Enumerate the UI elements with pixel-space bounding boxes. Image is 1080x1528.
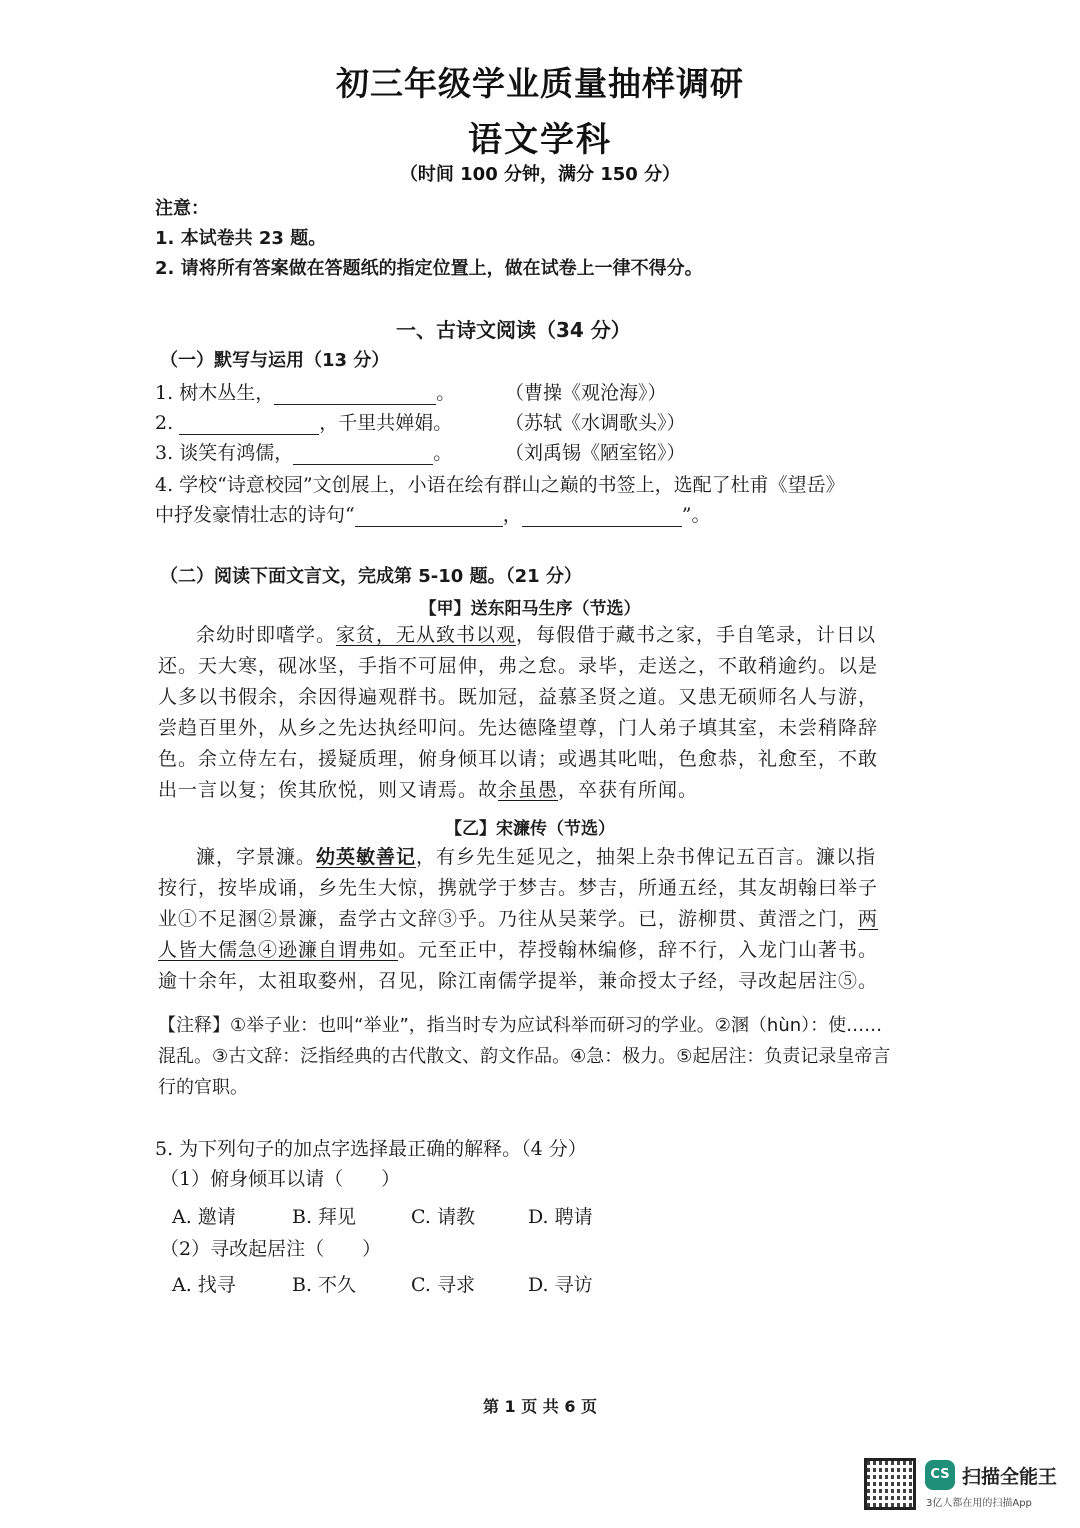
- part-1-title: （一）默写与运用（13 分）: [160, 350, 390, 371]
- yi-s3: ，有乡先生延见之，抽架上杂书俾记五百言。濂以指按行，按毕成诵，乡先生大惊，携就学于梦吉。梦吉，所通五经，其友胡翰曰举子业①不足溷②景濂，盍学古文辞③乎。乃往从吴莱学。已，游柳贯、黄溍之门，: [158, 846, 879, 930]
- yi-s5: 。元至正中，荐授翰林编修，辞不行，入龙门山著书。逾十余年，太祖取婺州，召见，除江南儒学提举，兼命授太子经，寻改起居注⑤。: [158, 939, 879, 992]
- question-2-source: （苏轼《水调歌头》）: [505, 412, 686, 434]
- q5-1-option-d[interactable]: D. 聘请: [528, 1206, 593, 1228]
- question-4-end: ”。: [681, 504, 711, 526]
- yi-s1: 濂，字景濂。: [196, 846, 317, 868]
- subject-title: 语文学科: [468, 120, 612, 160]
- notice-item-2: 2. 请将所有答案做在答题纸的指定位置上，做在试卷上一律不得分。: [155, 258, 703, 279]
- yi-underlined-1: 幼英敏善记: [316, 846, 417, 868]
- passage-yi-title: 【乙】宋濂传（节选）: [445, 819, 615, 839]
- camscanner-name: 扫描全能王: [962, 1466, 1058, 1488]
- annotations: 【注释】①举子业：也叫“举业”，指当时专为应试科举而研习的学业。②溷（hùn）：使……混乱。③古文辞：泛指经典的古代散文、韵文作品。④急：极力。⑤起居注：负责记录皇帝言行的官职。: [158, 1015, 891, 1098]
- q5-2-option-c[interactable]: C. 寻求: [411, 1274, 475, 1296]
- q5-2-option-a[interactable]: A. 找寻: [172, 1274, 236, 1296]
- passage-yi: [158, 842, 894, 997]
- question-2-number: 2.: [155, 412, 174, 434]
- page-number: 第 1 页 共 6 页: [482, 1397, 598, 1416]
- answer-blank-4a[interactable]: [355, 505, 503, 527]
- part-2-title: （二）阅读下面文言文，完成第 5-10 题。（21 分）: [160, 566, 582, 587]
- question-3-number: 3.: [155, 442, 174, 464]
- jia-s1: 余幼时即嗜学。: [196, 624, 337, 646]
- question-3-text: 谈笑有鸿儒，: [179, 442, 294, 464]
- jia-s5: ，卒获有所闻。: [558, 779, 699, 801]
- q5-1-option-c[interactable]: C. 请教: [411, 1206, 475, 1228]
- question-1-end: 。: [436, 382, 456, 404]
- exam-title: 初三年级学业质量抽样调研: [336, 64, 744, 103]
- camscanner-logo-icon: CS: [925, 1460, 955, 1490]
- answer-blank-1[interactable]: [274, 383, 436, 405]
- jia-s3: ，每假借于藏书之家，手自笔录，计日以还。天大寒，砚冰坚，手指不可屈伸，弗之怠。录毕，走送之，不敢稍逾约。以是人多以书假余，余因得遍观群书。既加冠，益慕圣贤之道。又患无硕师名人与游，尝趋百里外，从乡之先达执经叩问。先达德隆望尊，门人弟子填其室，未尝稍降辞色。余立侍左右，援疑质理，俯身倾耳以请；或遇其叱咄，色愈恭，礼愈至，不敢出一言以复；俟其欣悦，则又请焉。故: [158, 624, 879, 801]
- yi-underlined-2: 两人皆大儒急④逊濂自谓弗如: [158, 908, 879, 961]
- camscanner-tagline: 3亿人都在用的扫描App: [926, 1498, 1032, 1509]
- question-5-sub-1: （1）俯身倾耳以请（ ）: [160, 1168, 401, 1190]
- answer-blank-2[interactable]: [179, 413, 319, 435]
- qr-code-icon: [864, 1458, 916, 1510]
- question-1-number: 1.: [155, 382, 174, 404]
- question-4-start: 中抒发豪情壮志的诗句“: [155, 504, 355, 526]
- notice-item-1: 1. 本试卷共 23 题。: [155, 228, 327, 249]
- jia-underlined-2: 余虽愚: [498, 779, 559, 801]
- answer-blank-3[interactable]: [293, 443, 433, 465]
- q5-2-option-d[interactable]: D. 寻访: [528, 1274, 593, 1296]
- passage-jia: [158, 620, 894, 806]
- q5-1-option-a[interactable]: A. 邀请: [172, 1206, 236, 1228]
- question-4-line-2: [155, 500, 710, 527]
- question-5-sub-2: （2）寻改起居注（ ）: [160, 1238, 382, 1260]
- q5-1-option-b[interactable]: B. 拜见: [292, 1206, 357, 1228]
- question-1-source: （曹操《观沧海》）: [505, 382, 667, 404]
- question-4-line-1: 4. 学校“诗意校园”文创展上，小语在绘有群山之巅的书签上，选配了杜甫《望岳》: [155, 474, 845, 496]
- question-5-stem: 5. 为下列句子的加点字选择最正确的解释。（4 分）: [155, 1138, 587, 1160]
- question-4-comma: ，: [502, 504, 522, 526]
- question-1-text: 树木丛生，: [179, 382, 275, 404]
- question-3: [155, 438, 452, 465]
- section-1-title: 一、古诗文阅读（34 分）: [396, 318, 631, 342]
- answer-blank-4b[interactable]: [522, 505, 682, 527]
- question-3-end: 。: [433, 442, 453, 464]
- jia-underlined-1: 家贫，无从致书以观: [336, 624, 517, 646]
- question-3-source: （刘禹锡《陋室铭》）: [505, 442, 686, 464]
- question-2-text: ，千里共婵娟。: [319, 412, 453, 434]
- time-info: （时间 100 分钟，满分 150 分）: [399, 164, 681, 185]
- q5-2-option-b[interactable]: B. 不久: [292, 1274, 357, 1296]
- passage-jia-title: 【甲】送东阳马生序（节选）: [419, 599, 641, 619]
- question-1: [155, 378, 455, 405]
- question-2: [155, 408, 452, 435]
- notice-heading: 注意：: [155, 198, 209, 219]
